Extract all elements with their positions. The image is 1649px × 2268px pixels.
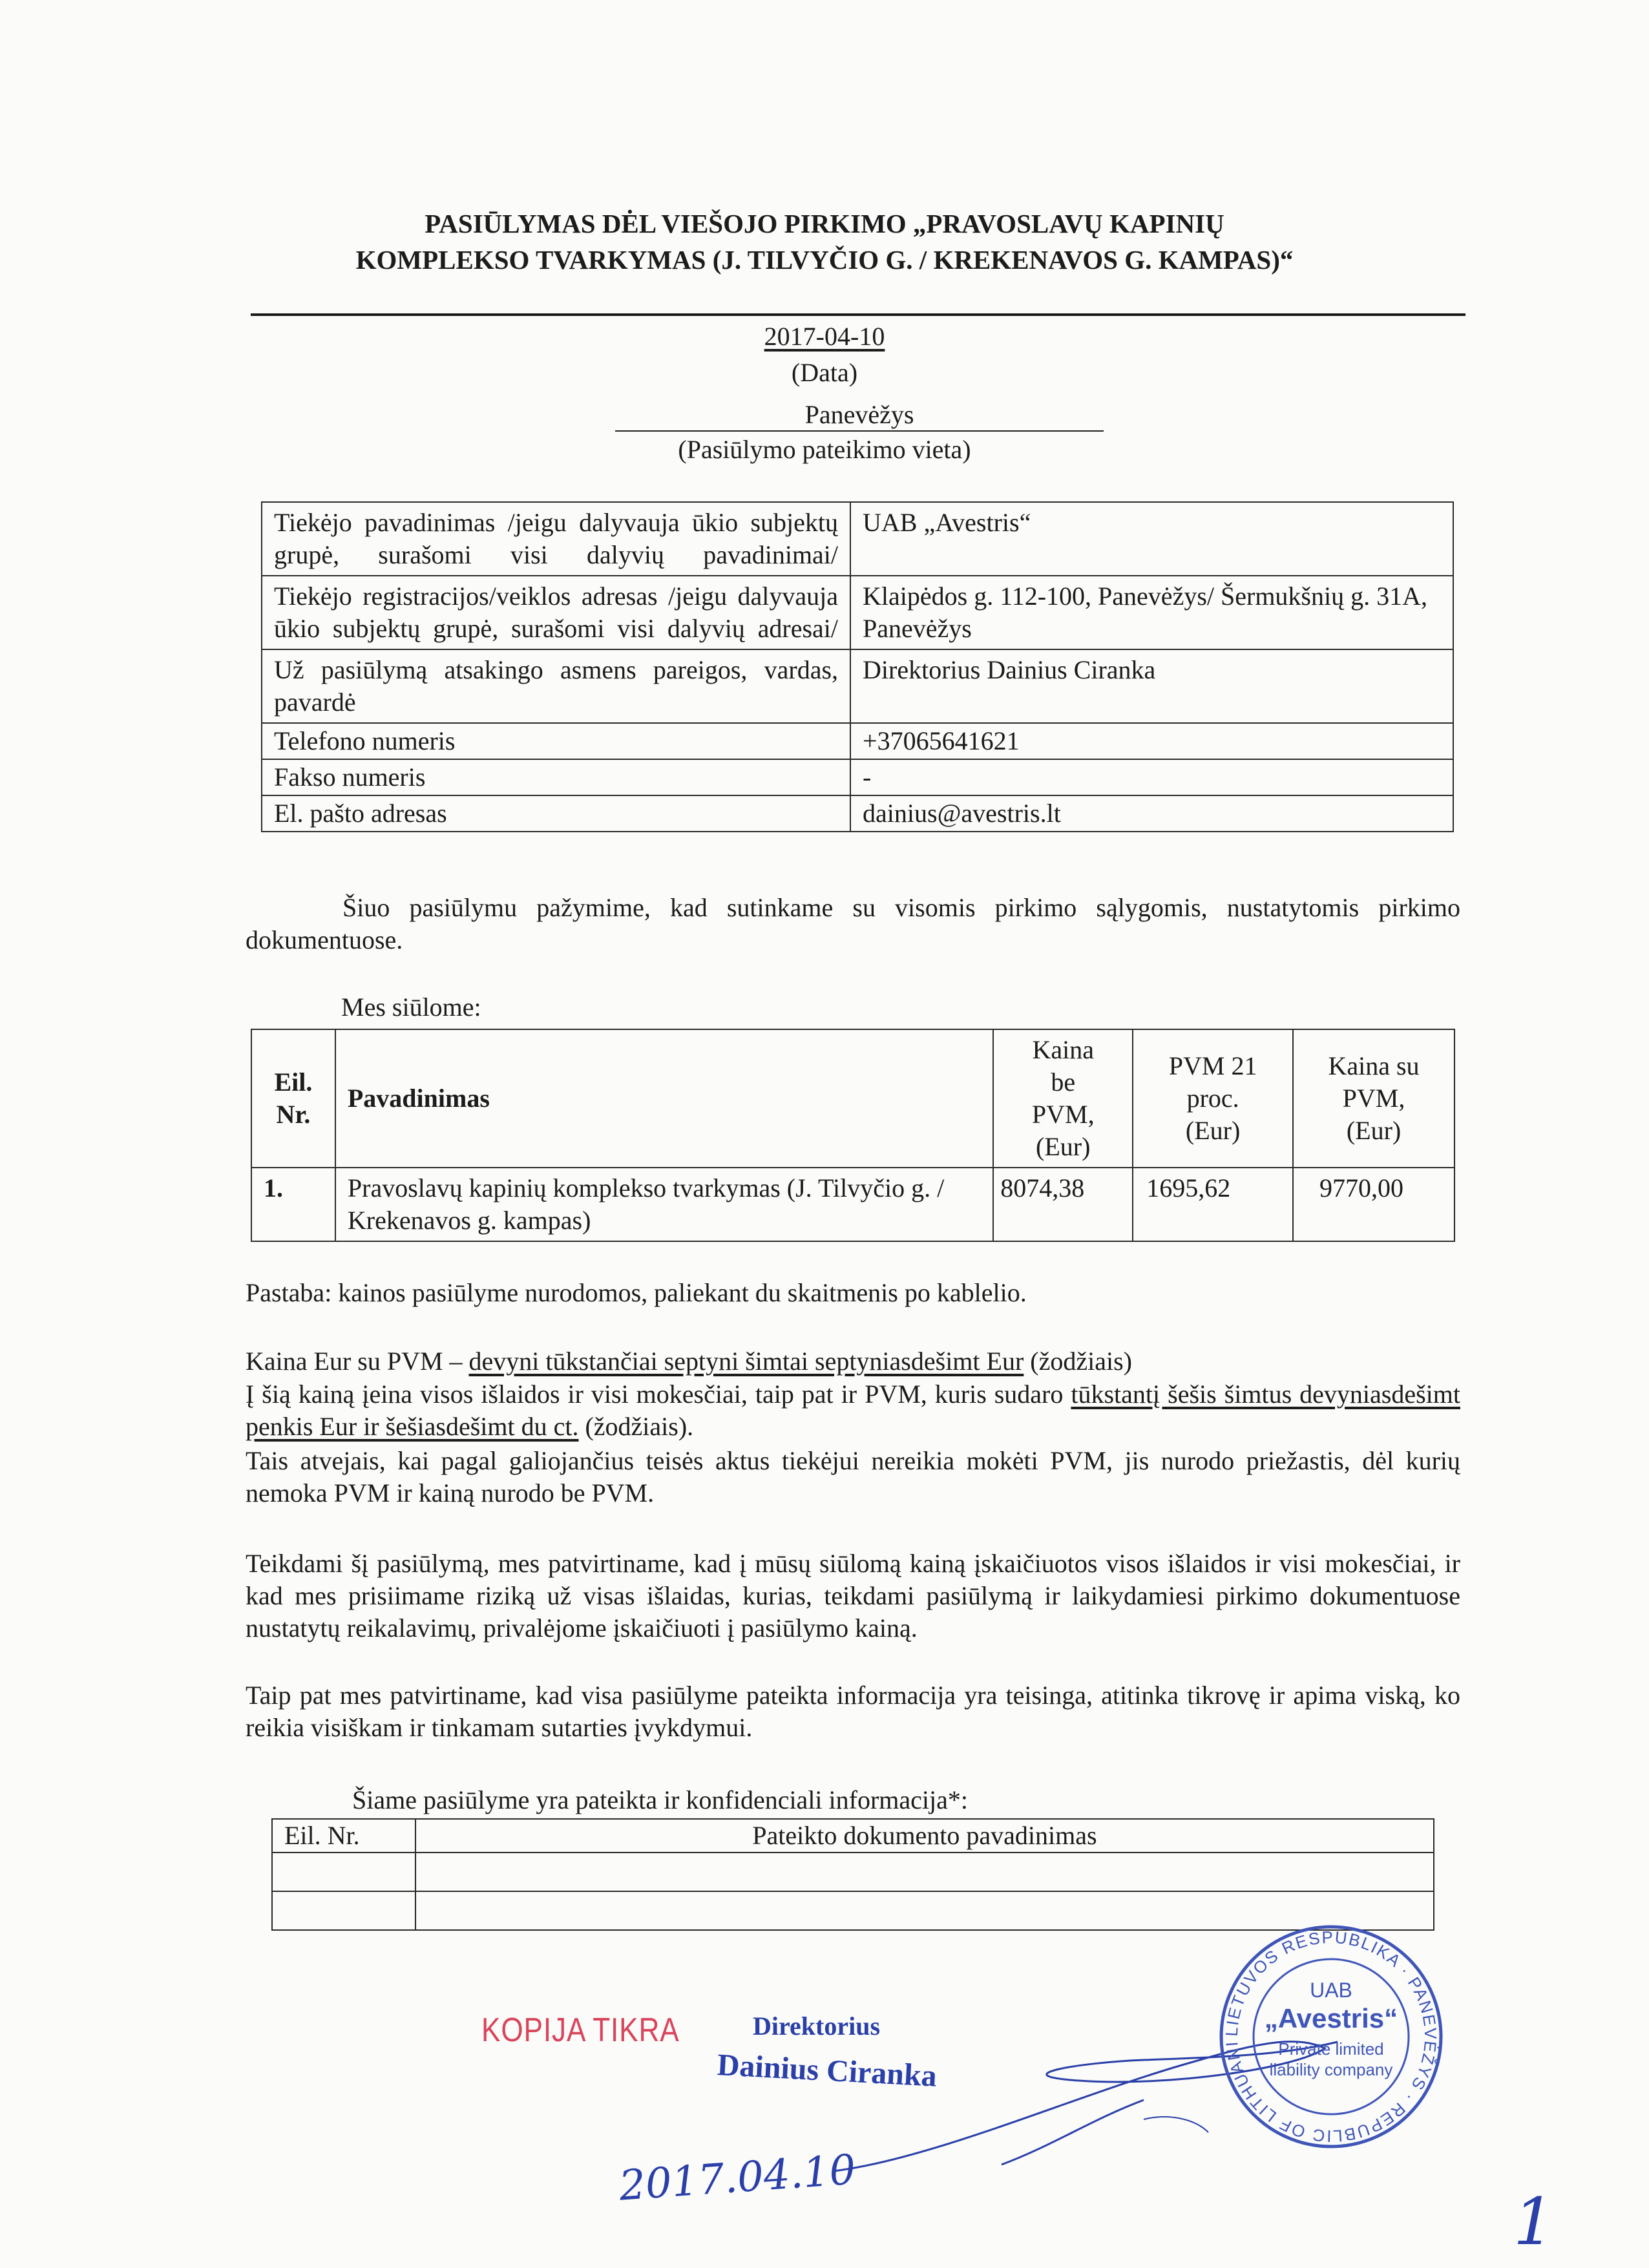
- seal-line4: liability company: [1269, 2060, 1393, 2079]
- header-price: Kaina be PVM, (Eur): [993, 1029, 1133, 1168]
- confidential-intro: Šiame pasiūlyme yra pateikta ir konfidenciali informacija*:: [352, 1785, 969, 1814]
- row-vat: 1695,62: [1133, 1168, 1293, 1241]
- row-name: Pravoslavų kapinių komplekso tvarkymas (J. Tilvyčio g. / Krekenavos g. kampas): [335, 1168, 993, 1241]
- supplier-address-label: Tiekėjo registracijos/veiklos adresas /jeigu dalyvauja ūkio subjektų grupė, surašomi visi dalyvių adresai/: [262, 576, 850, 649]
- title-divider: [251, 313, 1465, 316]
- document-title-line1: PASIŪLYMAS DĖL VIEŠOJO PIRKIMO „PRAVOSLAVŲ KAPINIŲ: [425, 209, 1224, 238]
- table-row: [262, 576, 1453, 649]
- place-label: (Pasiūlymo pateikimo vieta): [678, 435, 971, 464]
- seal-line1: UAB: [1310, 1979, 1352, 2002]
- table-row: [262, 502, 1453, 576]
- table-header-row: [251, 1029, 1455, 1168]
- place-value: Panevėžys: [615, 399, 1104, 432]
- table-row: [262, 649, 1453, 723]
- seal-ring-text: LIETUVOS RESPUBLIKA · PANEVĖŽYS · REPUBLIC OF LITHUANI: [1221, 1927, 1441, 2147]
- vat-in-words: Į šią kainą įeina visos išlaidos ir visi mokesčiai, taip pat ir PVM, kuris sudaro tūkstantį šešis šimtus devyniasdešimt penkis Eur ir šešiasdešimt du ct. (žodžiais).: [246, 1380, 1460, 1441]
- header-name: Pavadinimas: [335, 1029, 993, 1168]
- signer-title-stamp: Direktorius: [753, 2011, 881, 2041]
- phone-label: Telefono numeris: [262, 723, 850, 759]
- copy-certified-stamp: KOPIJA TIKRA: [481, 2011, 680, 2049]
- offer-table: [251, 1029, 1455, 1242]
- email-value: dainius@avestris.lt: [850, 795, 1453, 832]
- supplier-address-value: Klaipėdos g. 112-100, Panevėžys/ Šermukšnių g. 31A, Panevėžys: [850, 576, 1453, 649]
- vat-exempt-text: Tais atvejais, kai pagal galiojančius teisės aktus tiekėjui nereikia mokėti PVM, jis nurodo priežastis, dėl kurių nemoka PVM ir kainą nurodo be PVM.: [246, 1446, 1460, 1507]
- row-total: 9770,00: [1293, 1168, 1455, 1241]
- signer-name-stamp: Dainius Ciranka: [716, 2048, 938, 2094]
- confirmation-paragraph-2: Taip pat mes patvirtiname, kad visa pasiūlyme pateikta informacija yra teisinga, atitinka tikrovę ir apima viską, ko reikia visiškam ir tinkamam sutarties įvykdymui.: [246, 1681, 1460, 1742]
- supplier-name-label: Tiekėjo pavadinimas /jeigu dalyvauja ūkio subjektų grupė, surašomi visi dalyvių pavadinimai/: [262, 502, 850, 576]
- row-nr: 1.: [251, 1168, 335, 1241]
- page-number: 1: [1513, 2184, 1555, 2260]
- company-seal-icon: [1215, 1920, 1447, 2153]
- document-title-line2: KOMPLEKSO TVARKYMAS (J. TILVYČIO G. / KREKENAVOS G. KAMPAS)“: [355, 245, 1294, 275]
- supplier-name-value: UAB „Avestris“: [850, 502, 1453, 576]
- confidential-table: [271, 1818, 1434, 1931]
- agreement-text: Šiuo pasiūlymu pažymime, kad sutinkame su visomis pirkimo sąlygomis, nustatytomis pirkimo dokumentuose.: [246, 893, 1460, 954]
- table-row: [262, 759, 1453, 795]
- table-row: [262, 723, 1453, 759]
- row-price: 8074,38: [993, 1168, 1133, 1241]
- table-row: [251, 1168, 1455, 1241]
- seal-line3: Private limited: [1278, 2039, 1384, 2059]
- responsible-person-value: Direktorius Dainius Ciranka: [850, 649, 1453, 723]
- phone-value: +37065641621: [850, 723, 1453, 759]
- company-seal: [1215, 1920, 1447, 2153]
- seal-line2: „Avestris“: [1264, 2003, 1398, 2033]
- fax-value: -: [850, 759, 1453, 795]
- handwritten-date: 2017.04.10: [617, 2146, 857, 2210]
- confirmation-paragraph-1: Teikdami šį pasiūlymą, mes patvirtiname, kad į mūsų siūlomą kainą įskaičiuotos visos išlaidos ir visi mokesčiai, ir kad mes prisiimame riziką už visas išlaidas, kurias, teikdami pasiūlymą ir laikydamiesi pirkimo dokumentuose nustatytų reikalavimų, privalėjome įskaičiuoti į pasiūlymo kainą.: [246, 1549, 1460, 1643]
- supplier-info-table: [261, 501, 1454, 832]
- responsible-person-label: Už pasiūlymą atsakingo asmens pareigos, vardas, pavardė: [262, 649, 850, 723]
- table-row: [272, 1853, 1434, 1891]
- confidential-header-nr: Eil. Nr.: [272, 1819, 415, 1853]
- header-nr: Eil. Nr.: [251, 1029, 335, 1168]
- price-in-words: Kaina Eur su PVM – devyni tūkstančiai septyni šimtai septyniasdešimt Eur (žodžiais): [246, 1347, 1132, 1376]
- table-header-row: [272, 1819, 1434, 1853]
- date-label: (Data): [791, 358, 858, 387]
- price-note: Pastaba: kainos pasiūlyme nurodomos, paliekant du skaitmenis po kablelio.: [246, 1278, 1027, 1307]
- email-label: El. pašto adresas: [262, 795, 850, 832]
- fax-label: Fakso numeris: [262, 759, 850, 795]
- confidential-header-name: Pateikto dokumento pavadinimas: [415, 1819, 1434, 1853]
- header-vat: PVM 21 proc. (Eur): [1133, 1029, 1293, 1168]
- date-value: 2017-04-10: [764, 322, 885, 351]
- offer-intro: Mes siūlome:: [341, 992, 481, 1022]
- table-row: [262, 795, 1453, 832]
- header-total: Kaina su PVM, (Eur): [1293, 1029, 1455, 1168]
